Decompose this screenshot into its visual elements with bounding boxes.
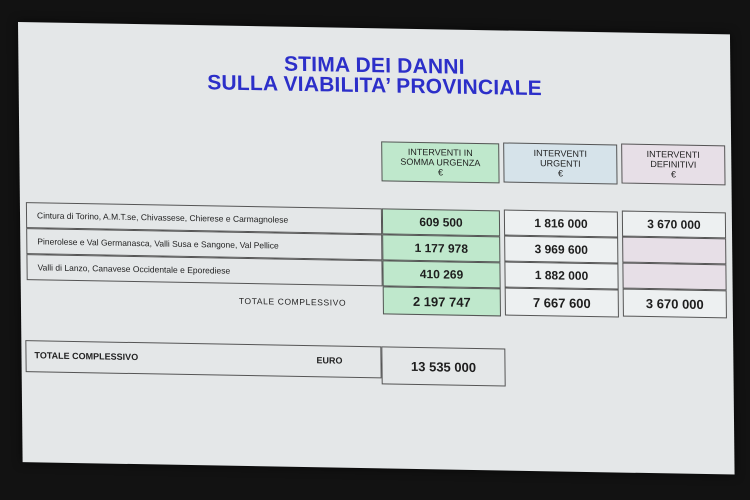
table-cell: 1 177 978 <box>382 234 500 262</box>
grand-total-value: 13 535 000 <box>381 346 505 386</box>
grand-total-box <box>25 340 381 378</box>
column-header-unit: € <box>437 167 444 178</box>
column-header-line1: INTERVENTI <box>533 148 587 159</box>
table-cell: 3 670 000 <box>622 211 726 239</box>
table-cell: 1 816 000 <box>504 209 618 237</box>
table-cell: 410 269 <box>382 260 500 288</box>
column-header-somma-urgenza <box>381 141 499 183</box>
table-row-label: Pinerolese e Val Germanasca, Valli Susa e Sangone, Val Pellice <box>26 228 382 260</box>
table-cell: 609 500 <box>382 208 500 236</box>
total-cell: 3 670 000 <box>623 289 727 319</box>
table-row-label: Cintura di Torino, A.M.T.se, Chivassese, Chierese e Carmagnolese <box>26 202 382 234</box>
table-row-label: Valli di Lanzo, Canavese Occidentale e Eporediese <box>26 254 382 286</box>
column-header-unit: € <box>557 168 564 179</box>
slide <box>18 22 735 475</box>
table-cell: 1 882 000 <box>504 262 618 290</box>
column-header-unit: € <box>670 169 676 180</box>
column-header-line1: INTERVENTI <box>646 148 700 160</box>
grand-total-currency: EURO <box>316 355 343 366</box>
column-header-line2: DEFINITIVI <box>650 159 697 170</box>
total-cell: 2 197 747 <box>383 286 501 316</box>
column-header-line2: SOMMA URGENZA <box>400 156 481 169</box>
totals-label: TOTALE COMPLESSIVO <box>238 295 347 308</box>
total-cell: 7 667 600 <box>505 288 619 318</box>
table-cell <box>622 237 726 265</box>
slide-title-line1: STIMA DEI DANNI <box>283 52 465 79</box>
column-header-line1: INTERVENTI IN <box>407 146 473 158</box>
column-header-urgenti <box>503 142 617 184</box>
slide-title-line2: SULLA VIABILITA’ PROVINCIALE <box>207 71 543 101</box>
table-cell: 3 969 600 <box>504 235 618 263</box>
column-header-line2: URGENTI <box>540 158 581 169</box>
grand-total-label: TOTALE COMPLESSIVO <box>34 350 139 363</box>
table-cell <box>622 263 726 291</box>
column-header-definitivi <box>621 144 725 186</box>
